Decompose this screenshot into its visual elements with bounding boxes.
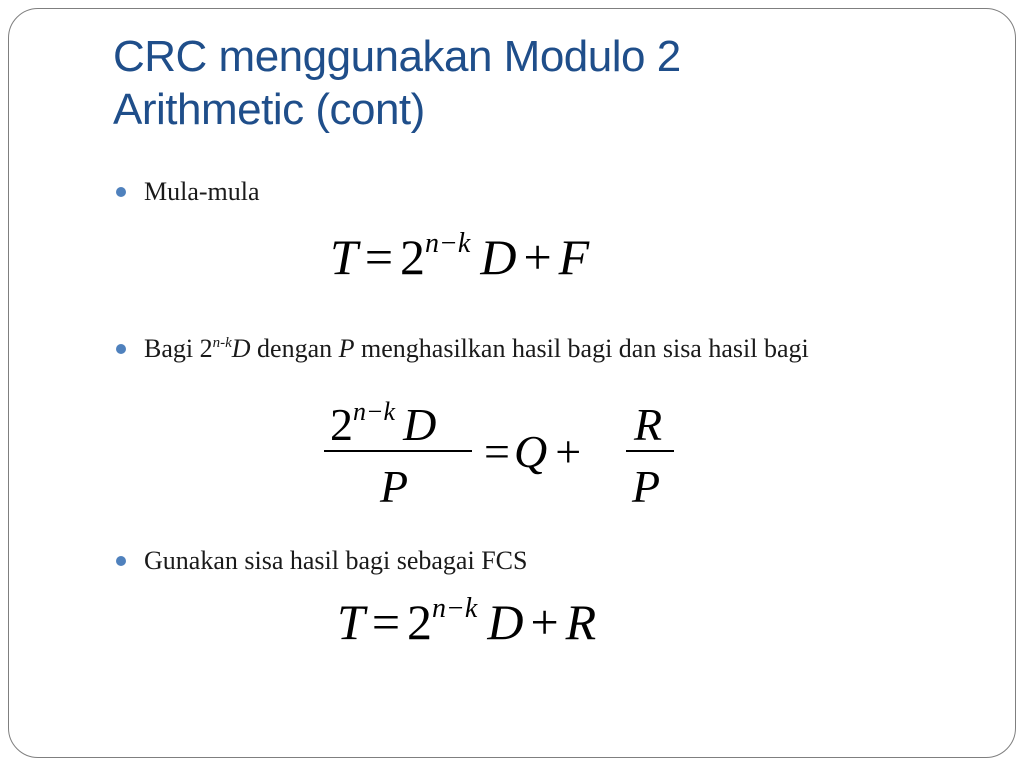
eq2-plus: +: [555, 426, 582, 477]
eq2-denominator: P: [380, 461, 409, 512]
bullet-text: Gunakan sisa hasil bagi sebagai FCS: [144, 546, 528, 575]
eq2-fraction-bar: [324, 450, 472, 452]
eq1-d: D: [480, 229, 517, 285]
bullet-2-mid: dengan: [250, 334, 339, 363]
eq2-r-numerator: R: [634, 399, 663, 450]
eq2-num-base: 2: [330, 399, 353, 450]
bullet-2-suffix: menghasilkan hasil bagi dan sisa hasil bagi: [354, 334, 809, 363]
eq3-base: 2: [407, 594, 433, 650]
eq1-lhs: T: [330, 229, 358, 285]
bullet-2-exponent: n-k: [212, 335, 232, 351]
eq2-r-fraction-bar: [626, 450, 674, 452]
eq1-exponent: n−k: [425, 228, 471, 259]
eq2-q: Q: [513, 426, 548, 477]
slide-title-line-1: CRC menggunakan Modulo 2: [113, 32, 681, 81]
eq3-equals: =: [371, 594, 401, 650]
bullet-dot-icon: [116, 556, 126, 566]
eq1-last: F: [558, 229, 590, 285]
bullet-dot-icon: [116, 187, 126, 197]
equation-1: [330, 228, 590, 285]
eq3-exponent: n−k: [432, 593, 478, 624]
equation-3: [337, 593, 597, 650]
eq3-last: R: [565, 594, 597, 650]
slide-title: [113, 30, 913, 136]
bullet-2-var-p: P: [338, 334, 355, 363]
eq2-num-exponent: n−k: [353, 397, 396, 426]
eq1-plus: +: [523, 229, 552, 285]
bullet-dot-icon: [116, 344, 126, 354]
bullet-2-var-d: D: [231, 334, 251, 363]
eq1-equals: =: [364, 229, 394, 285]
slide-title-line-2: Arithmetic (cont): [113, 85, 425, 134]
bullet-text: [144, 333, 809, 365]
bullet-text: Mula-mula: [144, 177, 260, 206]
eq3-lhs: T: [337, 594, 365, 650]
eq1-base: 2: [400, 229, 426, 285]
eq2-equals: =: [484, 426, 510, 477]
bullet-2-prefix: Bagi 2: [144, 334, 213, 363]
eq2-rhs: [484, 425, 581, 478]
eq3-plus: +: [530, 594, 559, 650]
eq2-numerator: [330, 398, 436, 451]
eq3-d: D: [487, 594, 524, 650]
eq2-r-denominator: P: [632, 461, 661, 512]
eq2-num-d: D: [403, 399, 437, 450]
